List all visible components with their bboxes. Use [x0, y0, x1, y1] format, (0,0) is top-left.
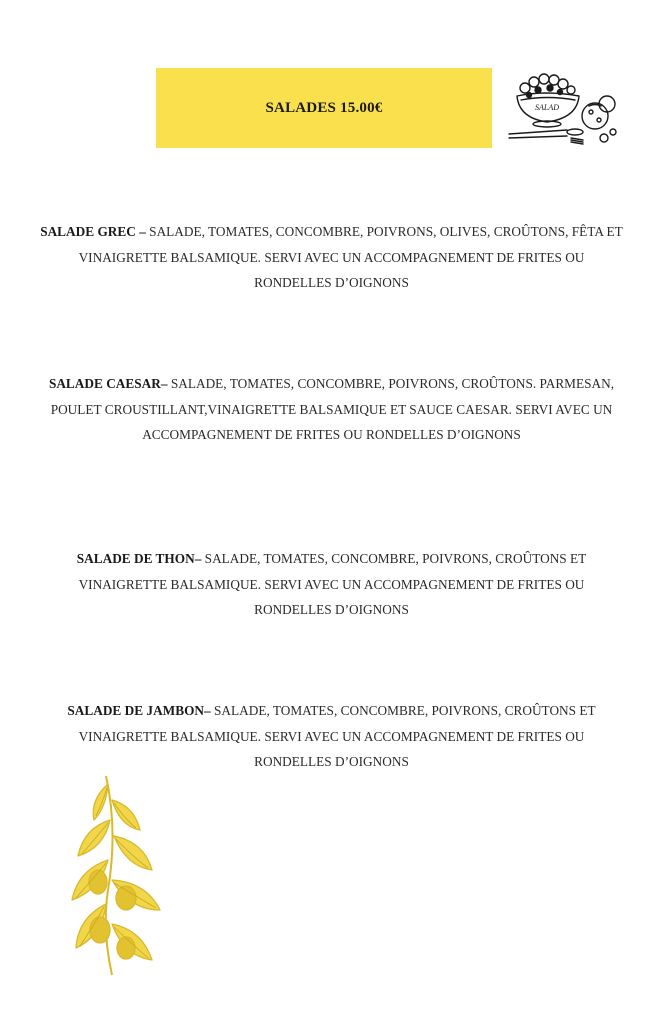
- page-title: SALADES 15.00€: [265, 99, 383, 116]
- item-name: SALADE CAESAR–: [48, 376, 171, 391]
- item-name: SALADE GREC –: [40, 224, 150, 239]
- menu-item-salade-caesar: [40, 371, 623, 448]
- title-banner: [156, 68, 492, 148]
- item-description: SALADE, TOMATES, CONCOMBRE, POIVRONS, OLIVES, CROÛTONS, FÊTA ET VINAIGRETTE BALSAMIQUE. SERVI AVEC UN ACCOMPAGNEMENT DE FRITES OU RONDELLES D’OIGNONS: [78, 224, 623, 290]
- menu-item-salade-grec: [40, 219, 623, 296]
- menu-item-salade-de-jambon: [40, 698, 623, 775]
- olive-branch-icon: [60, 770, 180, 980]
- item-description: SALADE, TOMATES, CONCOMBRE, POIVRONS, CROÛTONS. PARMESAN, POULET CROUSTILLANT,VINAIGRETTE BALSAMIQUE ET SAUCE CAESAR. SERVI AVEC UN ACCOMPAGNEMENT DE FRITES OU RONDELLES D’OIGNONS: [50, 376, 615, 442]
- item-name: SALADE DE JAMBON–: [67, 703, 215, 718]
- menu-item-salade-de-thon: [40, 546, 623, 623]
- salad-bowl-label: SALAD: [535, 103, 559, 112]
- item-name: SALADE DE THON–: [76, 551, 205, 566]
- salad-bowl-icon: [503, 70, 623, 154]
- item-description: SALADE, TOMATES, CONCOMBRE, POIVRONS, CROÛTONS ET VINAIGRETTE BALSAMIQUE. SERVI AVEC UN ACCOMPAGNEMENT DE FRITES OU RONDELLES D’OIGNONS: [78, 551, 587, 617]
- item-description: SALADE, TOMATES, CONCOMBRE, POIVRONS, CROÛTONS ET VINAIGRETTE BALSAMIQUE. SERVI AVEC UN ACCOMPAGNEMENT DE FRITES OU RONDELLES D’OIGNONS: [78, 703, 596, 769]
